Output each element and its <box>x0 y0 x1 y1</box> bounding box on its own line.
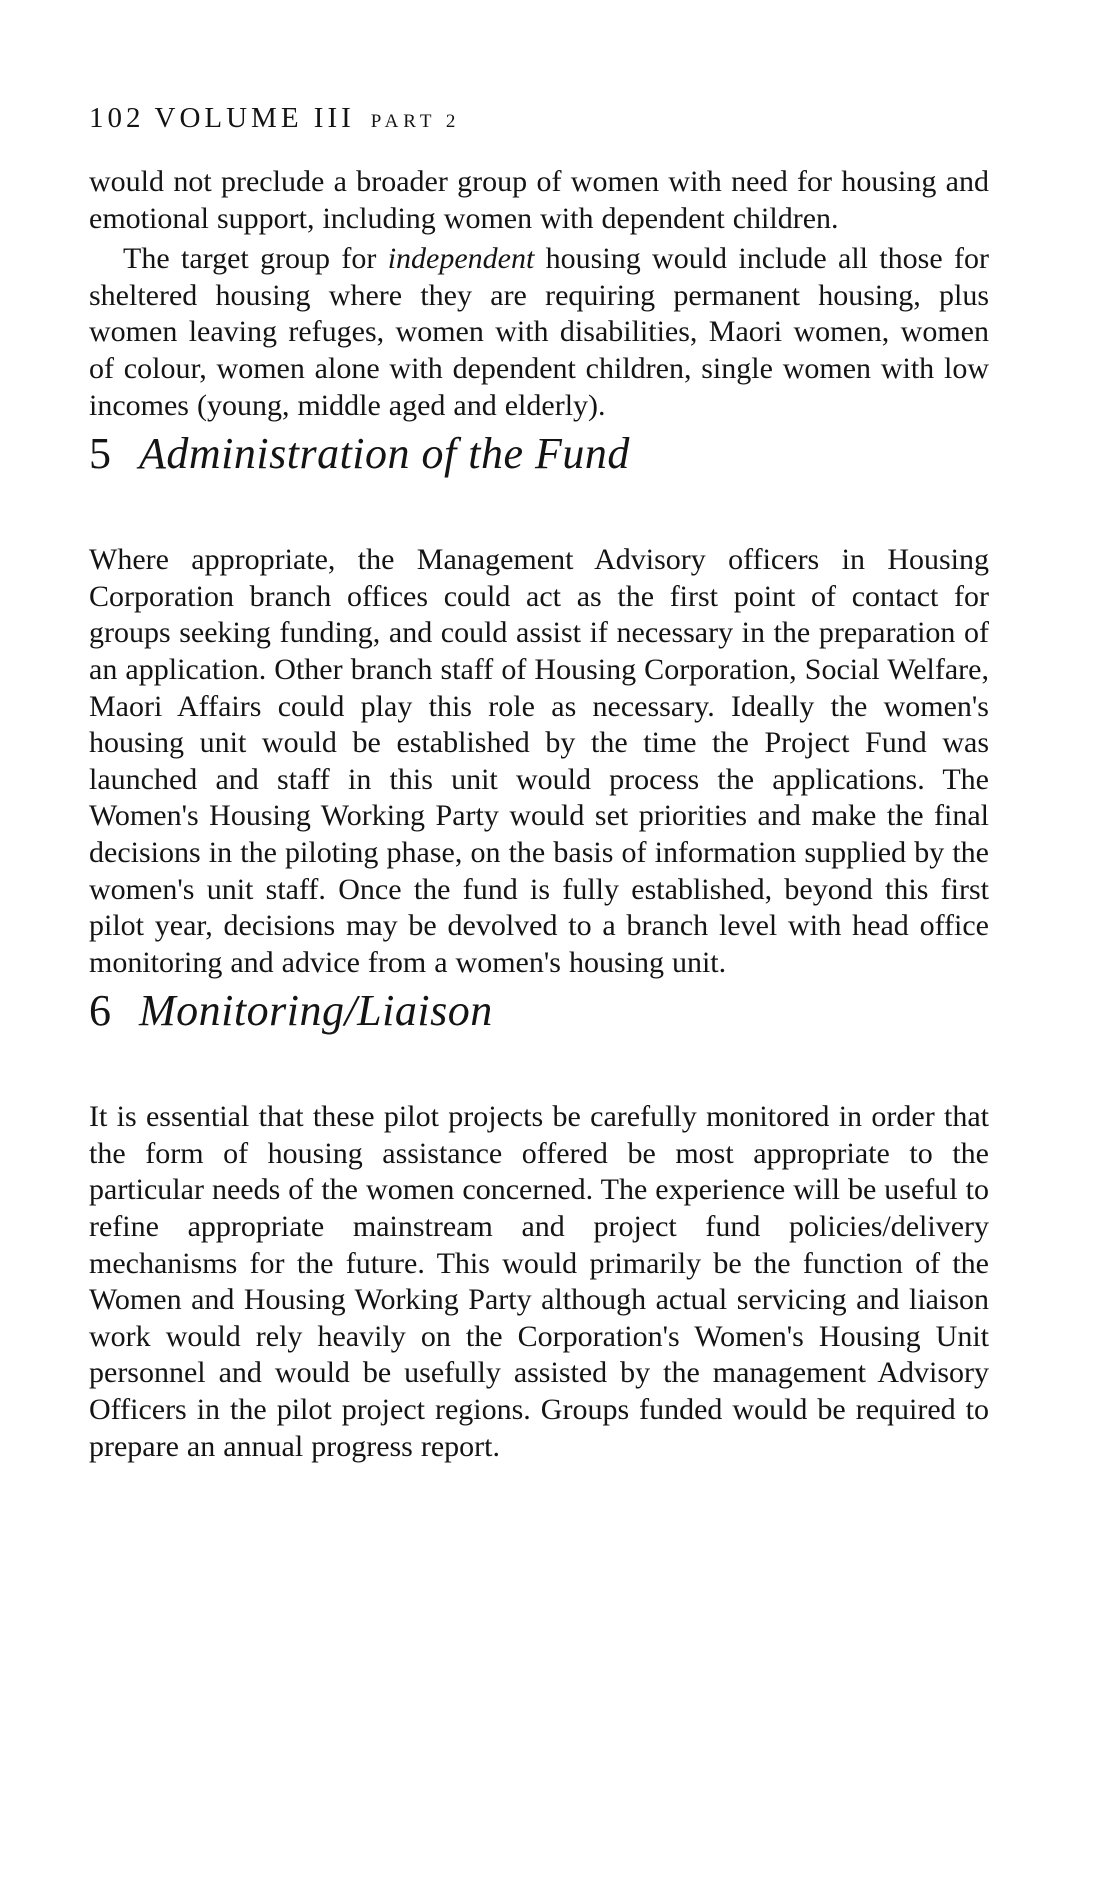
paragraph-continued: would not preclude a broader group of women with need for housing and emotional support, including women with dependent children. <box>89 165 989 235</box>
emphasis-independent: independent <box>387 242 535 276</box>
paragraph-monitoring: It is essential that these pilot projects be carefully monitored in order that the form of housing assistance offered be most appropriate to the particular needs of the women concerned. The experience will be useful to refine appropriate mainstream and project fund policies/delivery mechanisms for the future. This would primarily be the function of the Women and Housing Working Party although actual servicing and liaison work would rely heavily on the Corporation's Women's Housing Unit personnel and would be usefully assisted by the management Advisory Officers in the pilot project regions. Groups funded would be required to prepare an annual progress report. <box>89 1100 989 1463</box>
running-header <box>89 96 989 140</box>
section-title: Administration of the Fund <box>139 429 630 479</box>
document-page <box>89 96 989 1465</box>
volume-label: VOLUME III <box>154 102 355 134</box>
paragraph-independent-housing <box>89 241 989 424</box>
section-heading-administration <box>89 424 989 484</box>
section-number: 5 <box>89 429 111 479</box>
part-label: PART 2 <box>370 111 461 132</box>
section-number: 6 <box>89 986 111 1036</box>
section-title: Monitoring/Liaison <box>139 986 493 1036</box>
page-number: 102 <box>89 102 145 134</box>
paragraph-administration: Where appropriate, the Management Advisory officers in Housing Corporation branch offices could act as the first point of contact for groups seeking funding, and could assist if necessary in the preparation of an application. Other branch staff of Housing Corporation, Social Welfare, Maori Affairs could play this role as necessary. Ideally the women's housing unit would be established by the time the Project Fund was launched and staff in this unit would process the applications. The Women's Housing Working Party would set priorities and make the final decisions in the piloting phase, on the basis of information supplied by the women's unit staff. Once the fund is fully established, beyond this first pilot year, decisions may be devolved to a branch level with head office monitoring and advice from a women's housing unit. <box>89 543 989 979</box>
section-heading-monitoring <box>89 981 989 1041</box>
paragraph-text-after: housing would include all those for sheltered housing where they are requiring permanent housing, plus women leaving refuges, women with disabilities, Maori women, women of colour, women alone with dependent children, single women with low incomes (young, middle aged and elderly). <box>89 242 989 422</box>
paragraph-text-before: The target group for <box>123 242 388 276</box>
